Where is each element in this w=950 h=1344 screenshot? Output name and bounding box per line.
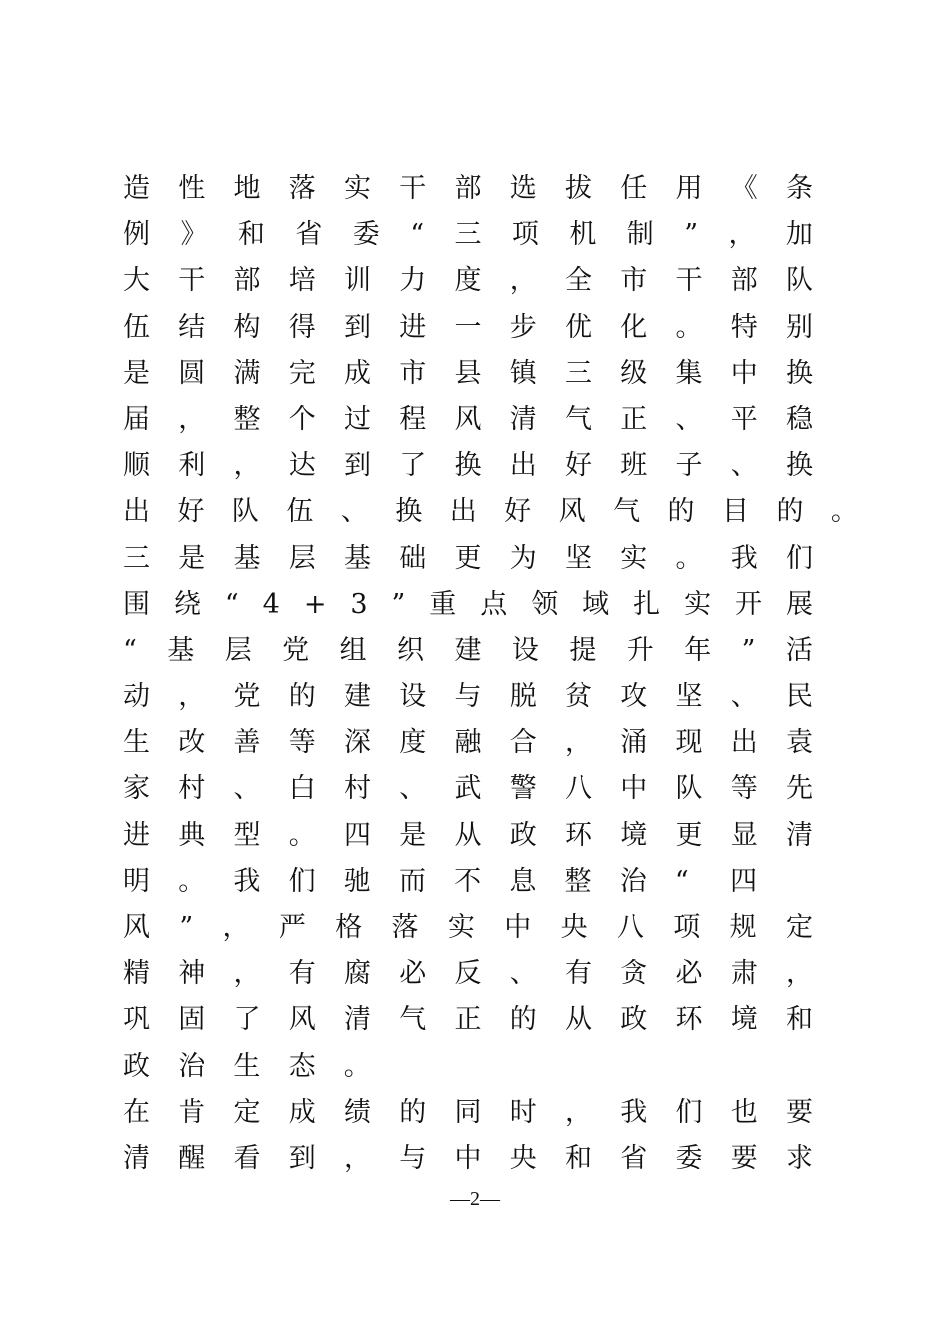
text-line: 精 神 ， 有 腐 必 反 、 有 贪 必 肃 ， xyxy=(123,958,813,990)
text-line: 是 圆 满 完 成 市 县 镇 三 级 集 中 换 xyxy=(123,357,813,389)
text-line: 出 好 队 伍 、 换 出 好 风 气 的 目 的 。 xyxy=(123,496,858,528)
text-line: “ 基 层 党 组 织 建 设 提 升 年 ” 活 xyxy=(123,634,813,666)
text-line: 生 改 善 等 深 度 融 合 ， 涌 现 出 袁 xyxy=(123,727,813,759)
text-line: 围 绕 “ 4 + 3 ” 重 点 领 域 扎 实 开 展 xyxy=(123,588,813,620)
text-line: 动 ， 党 的 建 设 与 脱 贫 攻 坚 、 民 xyxy=(123,681,813,713)
text-line: 风 ” ， 严 格 落 实 中 央 八 项 规 定 xyxy=(123,912,813,943)
text-line: 明 。 我 们 驰 而 不 息 整 治 “ 四 xyxy=(123,865,758,897)
text-line: 政 治 生 态 。 xyxy=(123,1050,371,1082)
text-line: 大 干 部 培 训 力 度 ， 全 市 干 部 队 xyxy=(123,265,813,297)
text-line: 家 村 、 白 村 、 武 警 八 中 队 等 先 xyxy=(123,773,813,805)
text-line: 伍 结 构 得 到 进 一 步 优 化 。 特 别 xyxy=(123,311,813,343)
body-text xyxy=(123,166,858,1182)
text-line: 造 性 地 落 实 干 部 选 拔 任 用 《 条 xyxy=(123,173,813,204)
text-line: 例 》 和 省 委 “ 三 项 机 制 ” ， 加 xyxy=(123,219,813,251)
text-line: 进 典 型 。 四 是 从 政 环 境 更 显 清 xyxy=(123,819,813,851)
text-line: 届 ， 整 个 过 程 风 清 气 正 、 平 稳 xyxy=(123,403,813,435)
text-line: 在 肯 定 成 绩 的 同 时 ， 我 们 也 要 xyxy=(123,1096,813,1128)
text-line: 巩 固 了 风 清 气 正 的 从 政 环 境 和 xyxy=(123,1004,813,1036)
text-line: 顺 利 ， 达 到 了 换 出 好 班 子 、 换 xyxy=(123,450,813,482)
text-line: 三 是 基 层 基 础 更 为 坚 实 。 我 们 xyxy=(123,542,813,574)
text-line: 清 醒 看 到 ， 与 中 央 和 省 委 要 求 xyxy=(123,1142,813,1174)
page-number: —2— xyxy=(450,1188,500,1210)
